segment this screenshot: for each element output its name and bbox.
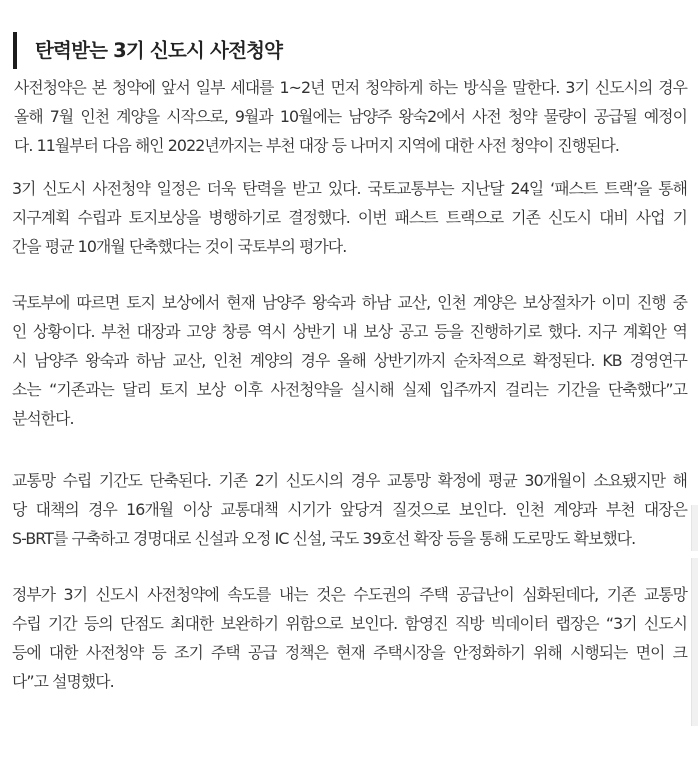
text-line: 3기 신도시 사전청약 일정은 더욱 탄력을 받고 있다. 국토교통부는 지난달 24일 ‘패스트 트랙’을 통해 — [12, 179, 687, 198]
text-line: 교통망 수립 기간도 단축된다. 기존 2기 신도시의 경우 교통망 확정에 평균 30개월이 소요됐지만 해 — [12, 471, 687, 490]
text-line: 지구계획 수립과 토지보상을 병행하기로 결정했다. 이번 패스트 트랙으로 기존 신도시 대비 사업 기 — [12, 208, 687, 227]
text-line: 인 상황이다. 부천 대장과 고양 창릉 역시 상반기 내 보상 공고 등을 진행하기로 했다. 지구 계획안 역 — [12, 322, 687, 341]
text-line: 수립 기간 등의 단점도 최대한 보완하기 위함으로 보인다. 함영진 직방 빅데이터 랩장은 “3기 신도시 — [12, 614, 687, 633]
section-title: 탄력받는 3기 신도시 사전청약 — [13, 32, 282, 69]
text-line: S-BRT를 구축하고 경명대로 신설과 오정 IC 신설, 국도 39호선 확장 등을 통해 도로망도 확보했다. — [12, 529, 636, 548]
text-line: 분석한다. — [12, 409, 74, 428]
page-edge-shadow — [691, 505, 698, 551]
paragraph-1 — [14, 73, 687, 160]
text-line: 다”고 설명했다. — [12, 672, 114, 691]
text-line: 사전청약은 본 청약에 앞서 일부 세대를 1~2년 먼저 청약하게 하는 방식을 말한다. 3기 신도시의 경우 — [14, 78, 687, 97]
paragraph-3 — [12, 288, 687, 433]
text-line: 시 남양주 왕숙과 하남 교산, 인천 계양의 경우 올해 상반기까지 순차적으로 확정된다. KB 경영연구 — [12, 351, 687, 370]
text-line: 다. 11월부터 다음 해인 2022년까지는 부천 대장 등 나머지 지역에 대한 사전 청약이 진행된다. — [14, 136, 619, 155]
paragraph-2 — [12, 174, 687, 261]
text-line: 간을 평균 10개월 단축했다는 것이 국토부의 평가다. — [12, 237, 347, 256]
text-line: 국토부에 따르면 토지 보상에서 현재 남양주 왕숙과 하남 교산, 인천 계양은 보상절차가 이미 진행 중 — [12, 293, 687, 312]
text-line: 등에 대한 사전청약 등 조기 주택 공급 정책은 현재 주택시장을 안정화하기 위해 시행되는 면이 크 — [12, 643, 687, 662]
text-line: 소는 “기존과는 달리 토지 보상 이후 사전청약을 실시해 실제 입주까지 걸리는 기간을 단축했다”고 — [12, 380, 687, 399]
paragraph-4 — [12, 466, 687, 553]
paragraph-5 — [12, 580, 687, 696]
text-line: 당 대책의 경우 16개월 이상 교통대책 시기가 앞당겨 질것으로 보인다. 인천 계양과 부천 대장은 — [12, 500, 687, 519]
page-edge-shadow — [691, 558, 698, 726]
text-line: 정부가 3기 신도시 사전청약에 속도를 내는 것은 수도권의 주택 공급난이 심화된데다, 기존 교통망 — [12, 585, 687, 604]
text-line: 올해 7월 인천 계양을 시작으로, 9월과 10월에는 남양주 왕숙2에서 사전 청약 물량이 공급될 예정이 — [14, 107, 687, 126]
